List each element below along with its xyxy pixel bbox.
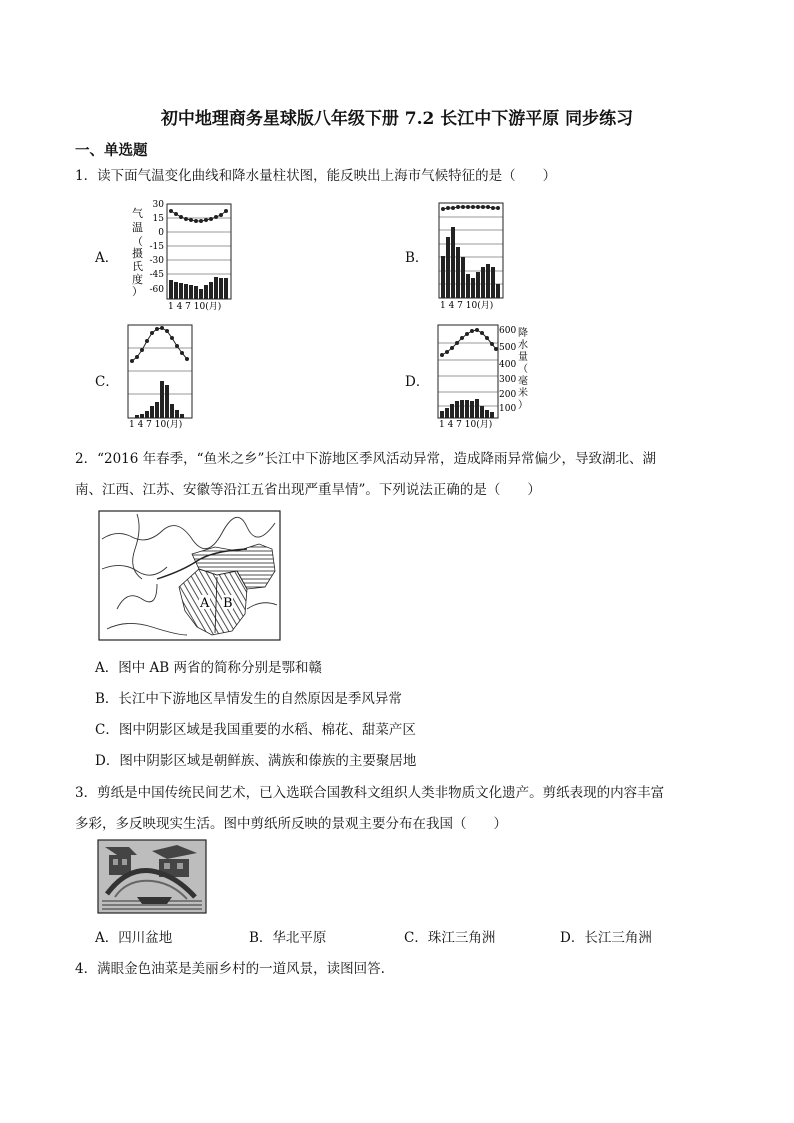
chart-d-tick: 500 — [499, 343, 517, 353]
chart-a-ylabel-7: ） — [132, 285, 143, 298]
chart-d-tick: 200 — [499, 390, 517, 400]
chart-a-tick: 15 — [152, 214, 164, 224]
question-3-line-2: 多彩，多反映现实生活。图中剪纸所反映的景观主要分布在我国（ ） — [75, 816, 507, 832]
chart-d-ylabel: 米 — [518, 388, 528, 399]
chart-a-tick: 0 — [158, 228, 164, 238]
chart-a-ylabel-5: 氏 — [132, 260, 143, 273]
q3-option-b[interactable]: B．华北平原 — [249, 930, 327, 946]
chart-a-tick: -60 — [149, 285, 164, 295]
question-3-line-1: 3．剪纸是中国传统民间艺术，已入选联合国教科文组织人类非物质文化遗产。剪纸表现的内容丰富 — [75, 785, 665, 801]
q2-option-c[interactable]: C．图中阴影区域是我国重要的水稻、棉花、甜菜产区 — [95, 722, 416, 738]
q1-option-d-label[interactable]: D． — [405, 374, 430, 390]
q3-option-d[interactable]: D．长江三角洲 — [560, 930, 652, 946]
climate-chart-d — [434, 322, 529, 430]
q2-option-a[interactable]: A．图中 AB 两省的简称分别是鄂和赣 — [95, 660, 323, 676]
chart-a-tick: -30 — [149, 256, 164, 266]
map-label-a: A — [200, 596, 210, 611]
question-2-line-2: 南、江西、江苏、安徽等沿江五省出现严重旱情”。下列说法正确的是（ ） — [75, 482, 541, 498]
page-title: 初中地理商务星球版八年级下册 7.2 长江中下游平原 同步练习 — [160, 109, 634, 129]
q1-option-c-label[interactable]: C． — [95, 374, 119, 390]
question-2-line-1: 2．“2016 年春季，“鱼米之乡”长江中下游地区季风活动异常，造成降雨异常偏少，导致湖北、湖 — [75, 451, 656, 467]
drought-region-map — [97, 509, 282, 642]
chart-a-tick: -45 — [149, 270, 164, 280]
chart-a-ylabel-6: 度 — [132, 273, 143, 286]
climate-chart-b — [435, 200, 510, 312]
chart-d-ylabel: （ — [518, 364, 528, 375]
climate-chart-c — [124, 322, 199, 430]
chart-d-ylabel: 水 — [518, 340, 528, 351]
q2-option-b[interactable]: B．长江中下游地区旱情发生的自然原因是季风异常 — [95, 691, 402, 707]
chart-c-xticks: 1 4 7 10(月) — [129, 420, 183, 430]
chart-d-tick: 600 — [499, 326, 517, 336]
chart-d-xticks: 1 4 7 10(月) — [439, 420, 493, 430]
chart-b-xticks: 1 4 7 10(月) — [440, 301, 494, 311]
chart-d-ylabel: ） — [518, 400, 528, 411]
chart-d-ylabel: 量 — [518, 352, 528, 363]
paper-cut-image — [97, 839, 207, 914]
section-heading: 一、单选题 — [75, 142, 148, 159]
question-1-stem: 1．读下面气温变化曲线和降水量柱状图，能反映出上海市气候特征的是（ ） — [75, 168, 557, 184]
chart-a-xticks: 1 4 7 10(月) — [168, 302, 222, 312]
chart-d-tick: 400 — [499, 360, 517, 370]
chart-a-ylabel-3: （ — [132, 235, 143, 248]
q2-option-d[interactable]: D．图中阴影区域是朝鲜族、满族和傣族的主要聚居地 — [95, 753, 417, 769]
chart-d-ylabel: 毫 — [518, 376, 528, 387]
chart-a-ylabel-2: 温 — [132, 221, 143, 234]
q3-option-c[interactable]: C．珠江三角洲 — [404, 930, 496, 946]
question-4-stem: 4．满眼金色油菜是美丽乡村的一道风景，读图回答. — [75, 961, 385, 977]
map-label-b: B — [223, 596, 233, 611]
chart-d-tick: 300 — [499, 375, 517, 385]
chart-a-ylabel-1: 气 — [132, 207, 143, 220]
chart-a-ylabel-4: 摄 — [132, 247, 143, 260]
q3-option-a[interactable]: A．四川盆地 — [95, 930, 173, 946]
chart-a-tick: 30 — [152, 200, 164, 210]
q1-option-a-label[interactable]: A． — [95, 250, 119, 266]
chart-d-tick: 100 — [499, 404, 517, 414]
chart-a-tick: -15 — [149, 242, 164, 252]
climate-chart-a — [118, 197, 243, 312]
chart-d-ylabel: 降 — [518, 328, 528, 339]
q1-option-b-label[interactable]: B． — [405, 250, 429, 266]
